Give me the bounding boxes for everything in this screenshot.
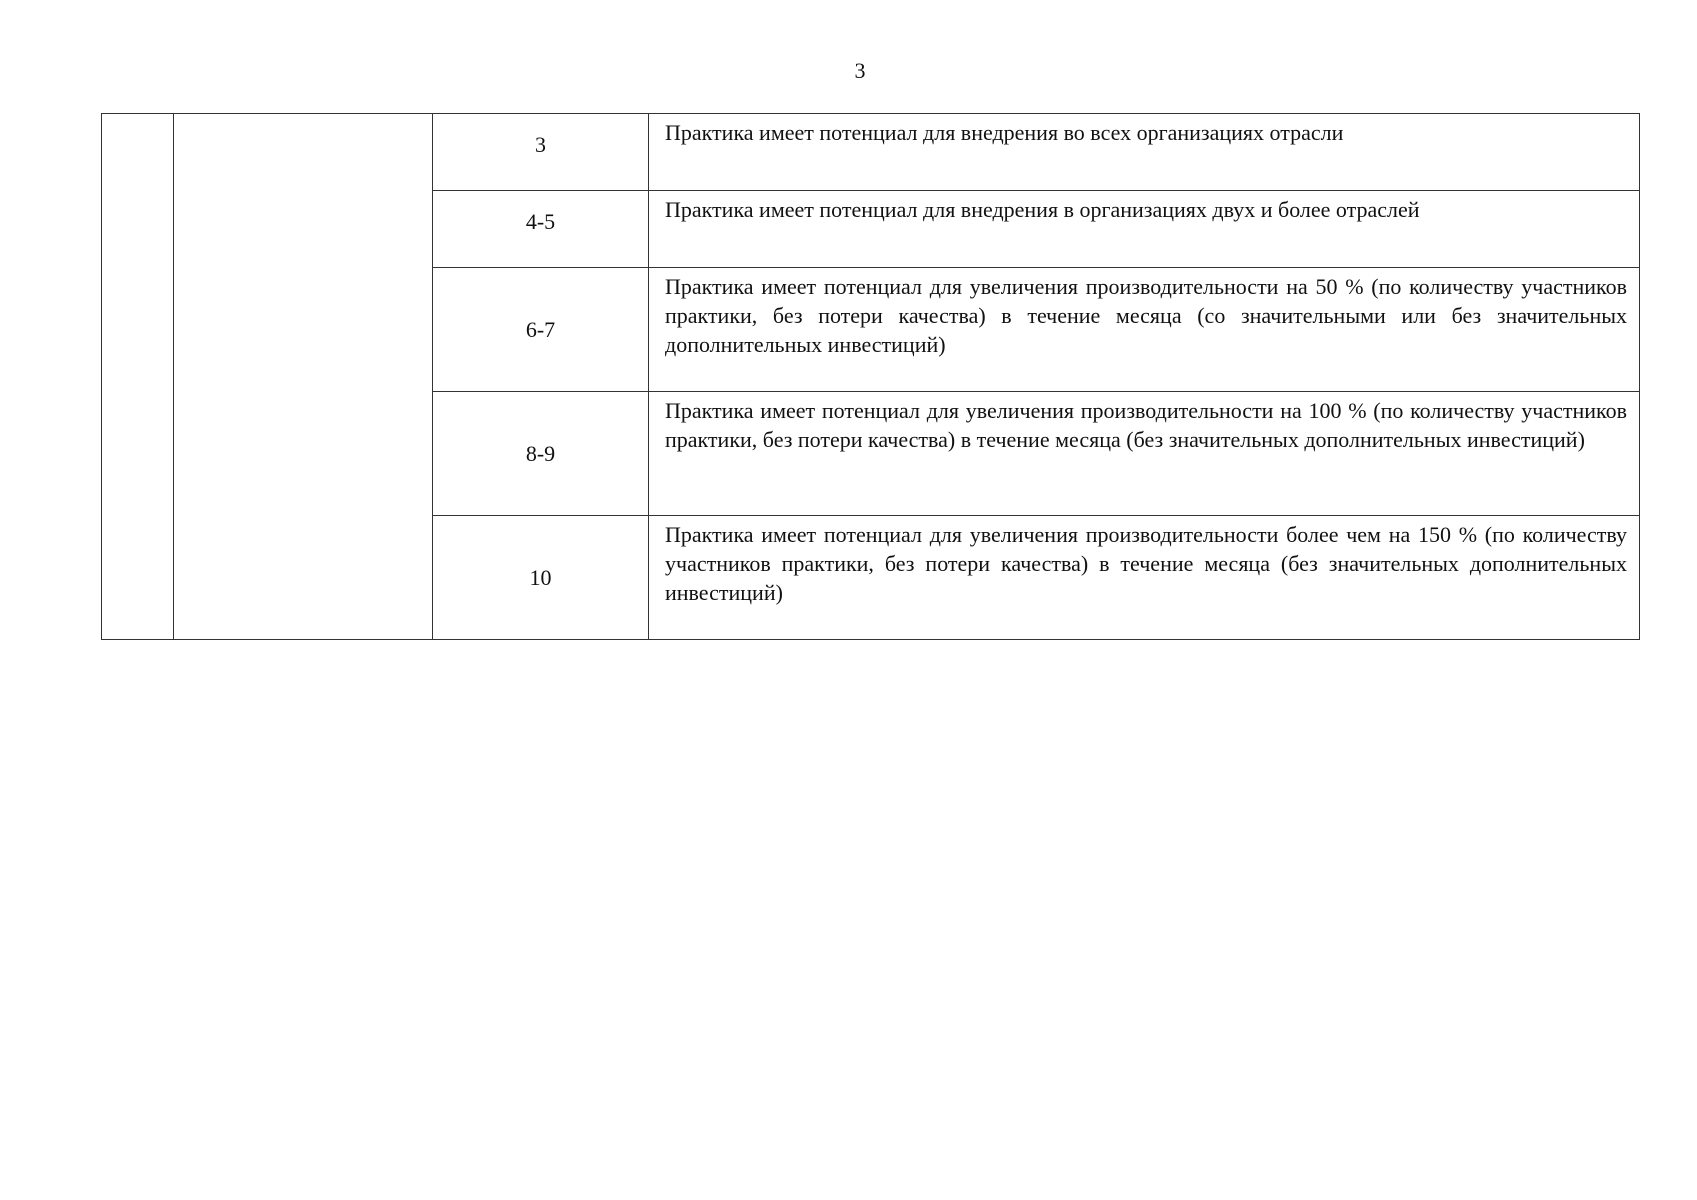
description-cell: Практика имеет потенциал для внедрения во всех организациях отрасли <box>649 114 1640 191</box>
description-cell: Практика имеет потенциал для увеличения производительности на 50 % (по количеству участников практики, без потери качества) в течение месяца (со значительными или без значительных дополнительных инвестиций) <box>649 268 1640 392</box>
score-cell: 6-7 <box>433 268 649 392</box>
description-cell: Практика имеет потенциал для внедрения в организациях двух и более отраслей <box>649 191 1640 268</box>
score-cell: 10 <box>433 516 649 640</box>
description-cell: Практика имеет потенциал для увеличения производительности на 100 % (по количеству участников практики, без потери качества) в течение месяца (без значительных дополнительных инвестиций) <box>649 392 1640 516</box>
score-cell: 3 <box>433 114 649 191</box>
criterion-cell <box>174 114 433 640</box>
score-cell: 4-5 <box>433 191 649 268</box>
criteria-table <box>101 113 1640 640</box>
table-row <box>102 114 1640 191</box>
description-cell: Практика имеет потенциал для увеличения производительности более чем на 150 % (по количеству участников практики, без потери качества) в течение месяца (без значительных дополнительных инвестиций) <box>649 516 1640 640</box>
score-cell: 8-9 <box>433 392 649 516</box>
page-number: 3 <box>854 58 866 83</box>
index-cell <box>102 114 174 640</box>
